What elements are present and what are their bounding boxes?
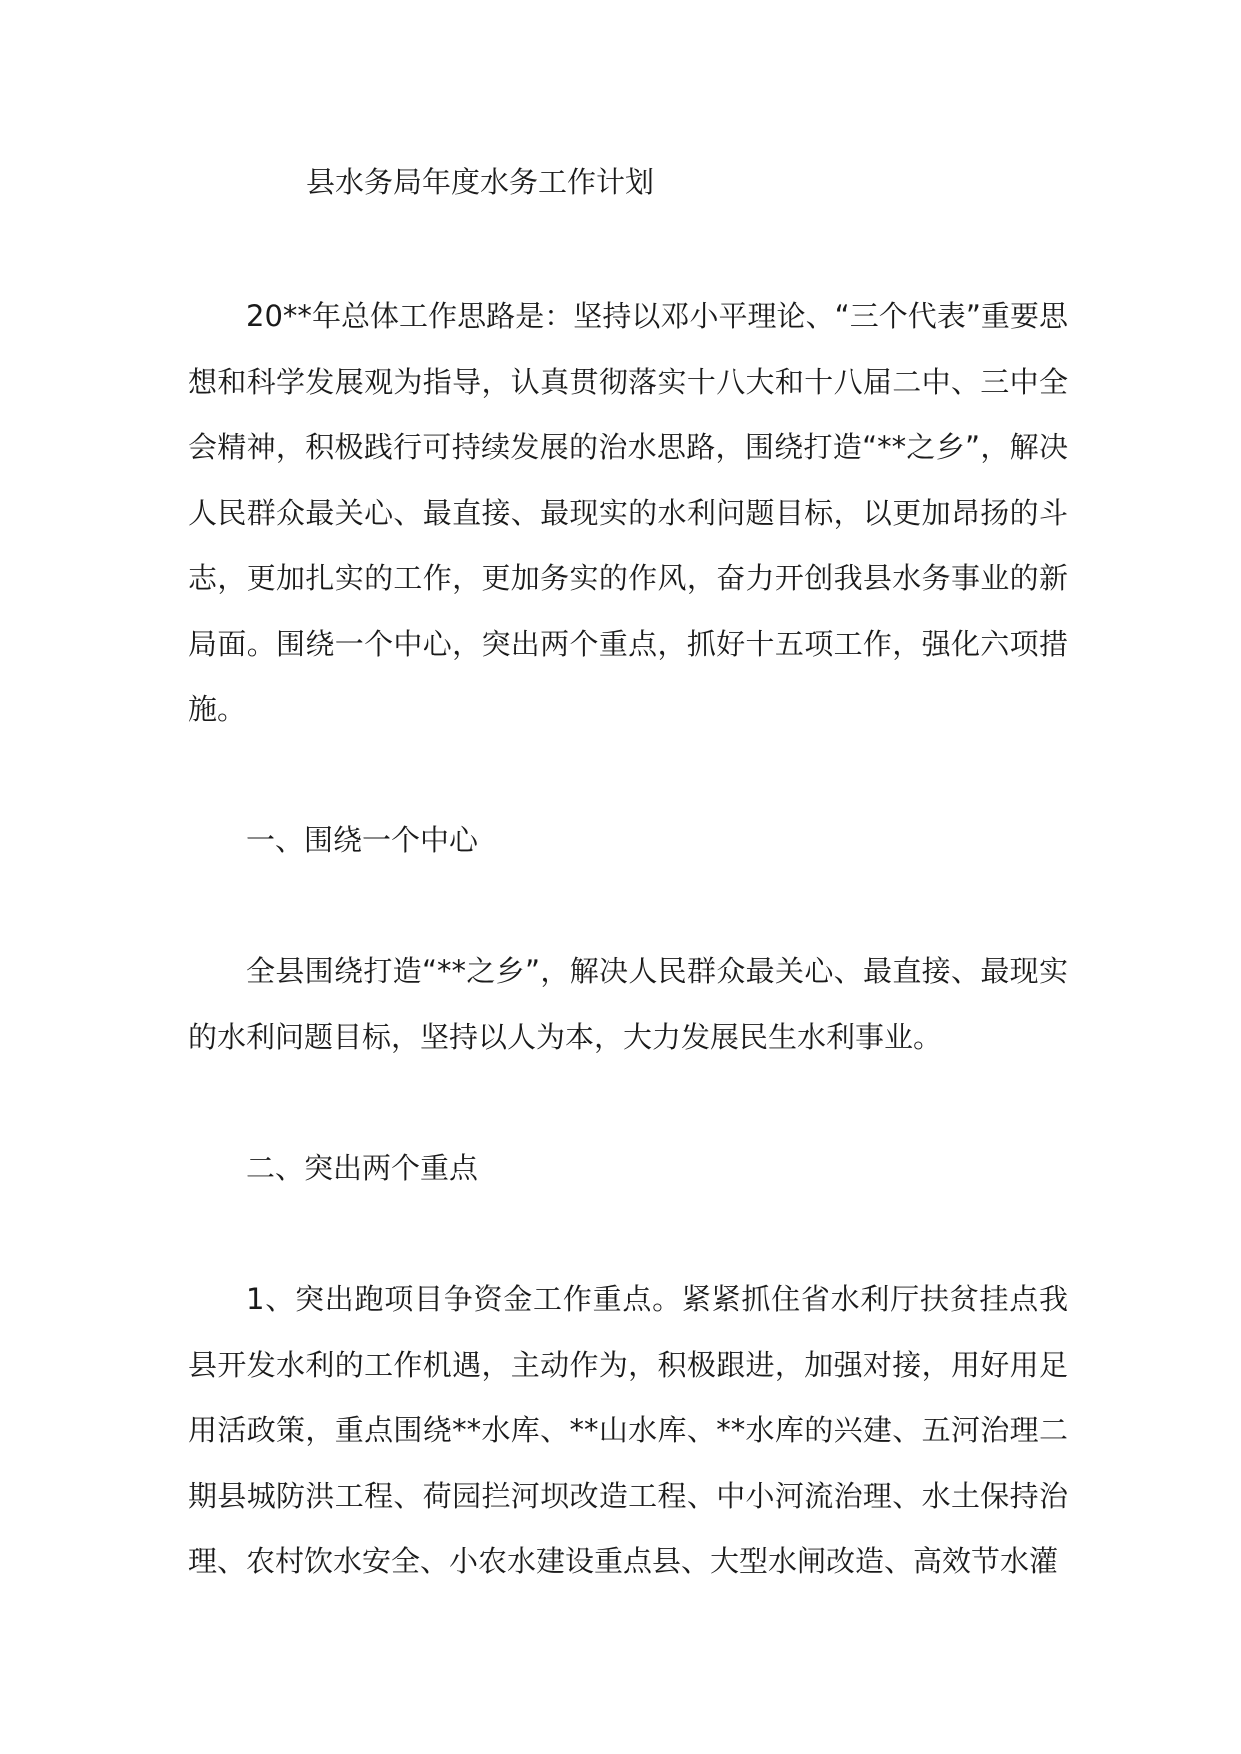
document-title: 县水务局年度水务工作计划 (306, 165, 655, 199)
paragraph-overall-approach: 20**年总体工作思路是：坚持以邓小平理论、“三个代表”重要思想和科学发展观为指导，认真贯彻落实十八大和十八届二中、三中全会精神，积极践行可持续发展的治水思路，围绕打造“**之乡”，解决人民群众最关心、最直接、最现实的水利问题目标，以更加昂扬的斗志，更加扎实的工作，更加务实的作风，奋力开创我县水务事业的新局面。围绕一个中心，突出两个重点，抓好十五项工作，强化六项措施。 (188, 299, 1068, 726)
paragraph-focus-projects-funding: 1、突出跑项目争资金工作重点。紧紧抓住省水利厅扶贫挂点我县开发水利的工作机遇，主动作为，积极跟进，加强对接，用好用足用活政策，重点围绕**水库、**山水库、**水库的兴建、五河治理二期县城防洪工程、荷园拦河坝改造工程、中小河流治理、水土保持治理、农村饮水安全、小农水建设重点县、大型水闸改造、高效节水灌 (188, 1282, 1068, 1578)
paragraph-one-center: 全县围绕打造“**之乡”，解决人民群众最关心、最直接、最现实的水利问题目标，坚持以人为本，大力发展民生水利事业。 (188, 954, 1068, 1054)
section-heading-one-center: 一、围绕一个中心 (246, 823, 479, 857)
section-heading-two-focuses: 二、突出两个重点 (246, 1151, 479, 1185)
